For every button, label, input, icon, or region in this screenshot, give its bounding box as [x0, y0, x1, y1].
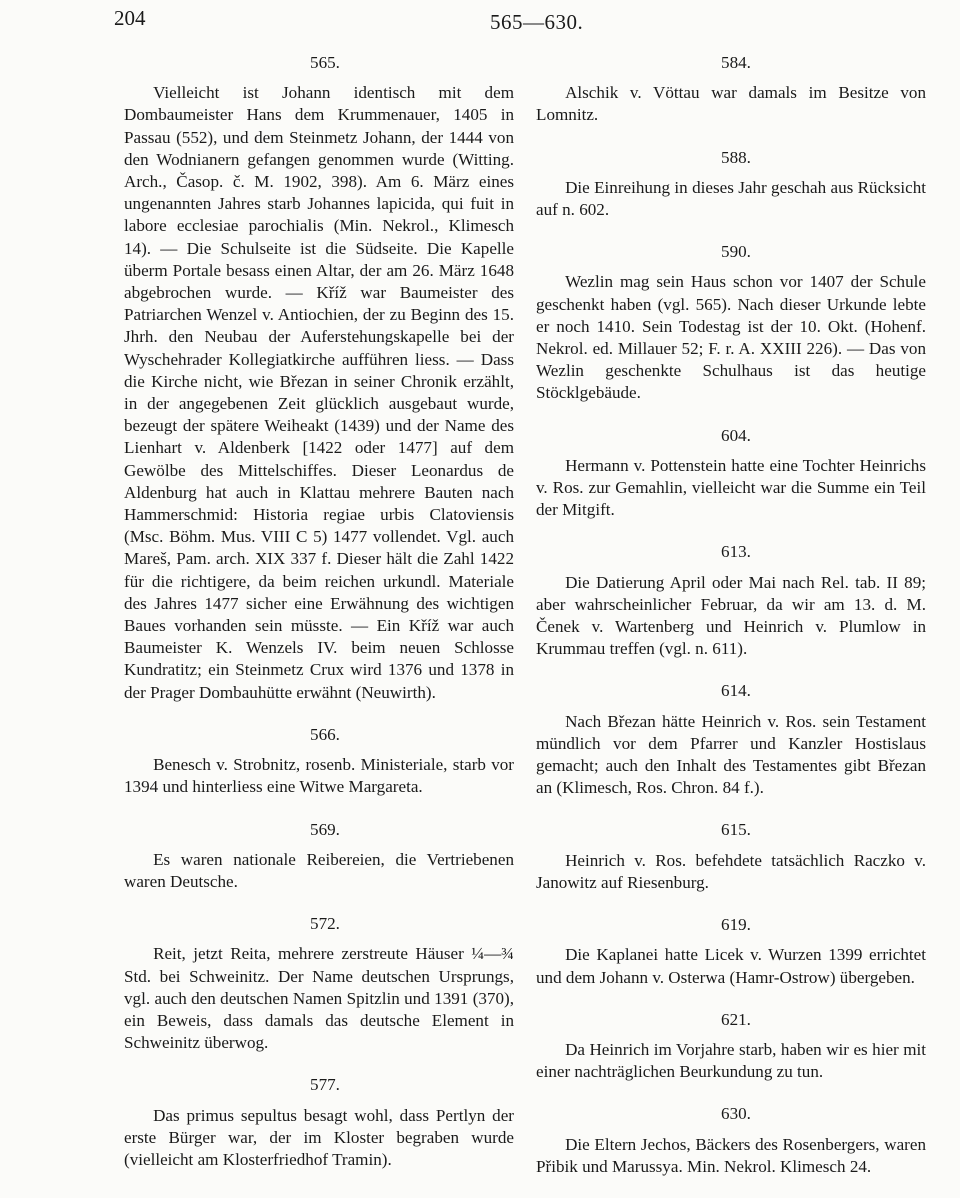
note-entry-569: [124, 819, 514, 894]
note-entry-584: [536, 52, 926, 127]
note-entry-566: [124, 724, 514, 799]
note-number: 615.: [721, 820, 751, 840]
note-number: 569.: [310, 819, 340, 839]
note-number: 619.: [721, 915, 751, 935]
note-number: 584.: [721, 53, 751, 72]
note-number: 590.: [721, 242, 751, 262]
note-number: 588.: [721, 147, 751, 167]
note-text: Heinrich v. Ros. befehdete tatsächlich Raczko v. Janowitz auf Riesenburg.: [536, 850, 926, 892]
note-text: Es waren nationale Reibereien, die Vertriebenen waren Deutsche.: [124, 849, 514, 891]
note-number: 566.: [310, 724, 340, 744]
note-entry-565: [124, 52, 514, 704]
note-text: Da Heinrich im Vorjahre starb, haben wir es hier mit einer nachträglichen Beurkundung zu tun.: [536, 1039, 926, 1082]
page-number: 204: [114, 6, 146, 30]
running-head: 565—630.: [490, 10, 584, 34]
note-entry-615: [536, 819, 926, 894]
note-entry-630: [536, 1103, 926, 1178]
right-column: [536, 52, 926, 1198]
note-number: 577.: [310, 1075, 340, 1095]
note-text: Die Einreihung in dieses Jahr geschah aus Rücksicht auf n. 602.: [536, 177, 926, 220]
note-entry-619: [536, 914, 926, 989]
note-entry-572: [124, 913, 514, 1054]
note-text: Reit, jetzt Reita, mehrere zerstreute Häuser ¼—¾ Std. bei Schweinitz. Der Name deutschen Ursprungs, vgl. auch den deutschen Namen Spitzlin und 1391 (370), ein Beweis, dass damals das deutsche Element in Schweinitz überwog.: [124, 944, 514, 1053]
note-number: 621.: [721, 1009, 751, 1029]
note-entry-604: [536, 425, 926, 522]
left-column: [124, 52, 514, 1191]
note-text: Die Kaplanei hatte Licek v. Wurzen 1399 errichtet und dem Johann v. Osterwa (Hamr-Ostrow) übergeben.: [536, 945, 926, 987]
note-number: 613.: [721, 542, 751, 562]
note-text: Das primus sepultus besagt wohl, dass Pertlyn der erste Bürger war, der im Kloster begraben wurde (vielleicht am Klosterfriedhof Tramin).: [124, 1105, 514, 1169]
note-text: Nach Březan hätte Heinrich v. Ros. sein Testament mündlich vor dem Pfarrer und Kanzler Hostislaus gemacht; auch den Inhalt des Testamentes gibt Březan an (Klimesch, Ros. Chron. 84 f.).: [536, 711, 926, 798]
note-entry-621: [536, 1009, 926, 1084]
note-text: Wezlin mag sein Haus schon vor 1407 der Schule geschenkt haben (vgl. 565). Nach dieser Urkunde lebte er noch 1410. Sein Todestag ist der 10. Okt. (Hohenf. Nekrol. ed. Millauer 52; F. r. A. XXIII 226). — Das von Wezlin geschenkte Schulhaus ist das heutige Stöcklgebäude.: [536, 272, 926, 403]
note-text: Die Eltern Jechos, Bäckers des Rosenbergers, waren Přibik und Marussya. Min. Nekrol. Klimesch 24.: [536, 1134, 926, 1176]
note-entry-588: [536, 147, 926, 222]
note-number: 604.: [721, 425, 751, 445]
note-number: 565.: [310, 53, 340, 72]
note-text: Vielleicht ist Johann identisch mit dem Dombaumeister Hans dem Krummenauer, 1405 in Passau (552), und dem Steinmetz Johann, der 1444 von den Wodnianern gefangen genommen wurde (Witting. Arch., Časop. č. M. 1902, 398). Am 6. März eines ungenannten Jahres starb Johannes lapicida, qui fuit in labore ecclesiae parochialis (Min. Nekrol., Klimesch 14). — Die Schulseite ist die Südseite. Die Kapelle überm Portale besass einen Altar, der am 26. März 1648 abgebrochen wurde. — Kříž war Baumeister des Patriarchen Wenzel v. Antiochien, der zu Beginn des 15. Jhrh. den Neubau der Auferstehungskapelle bei der Wyschehrader Kollegiatkirche aufführen liess. — Dass die Kirche nicht, wie Březan in seiner Chronik erzählt, in der angegebenen Zeit glücklich ausgebaut wurde, bezeugt der spätere Weiheakt (1439) und der Name des Lienhart v. Aldenberk [1422 oder 1477] auf dem Gewölbe des Mittelschiffes. Dieser Leonardus de Aldenburg hat auch in Klattau mehrere Bauten nach Hammerschmid: Historia regiae urbis Clatoviensis (Msc. Böhm. Mus. VIII C 5) 1477 vollendet. Vgl. auch Mareš, Pam. arch. XIX 337 f. Dieser hält die Zahl 1422 für die richtigere, da beim reichen urkundl. Materiale des Jahres 1477 sicher eine Erwähnung des wichtigen Baues vorhanden sein müsste. — Ein Kříž war auch Baumeister K. Wenzels IV. beim neuen Schlosse Kundratitz; ein Steinmetz Crux wird 1376 und 1378 in der Prager Dombauhütte erwähnt (Neuwirth).: [124, 83, 514, 702]
note-number: 614.: [721, 681, 751, 701]
note-text: Benesch v. Strobnitz, rosenb. Ministeriale, starb vor 1394 und hinterliess eine Witwe Margareta.: [124, 755, 514, 797]
note-text: Hermann v. Pottenstein hatte eine Tochter Heinrichs v. Ros. zur Gemahlin, vielleicht war die Summe ein Teil der Mitgift.: [536, 455, 926, 520]
note-entry-577: [124, 1074, 514, 1171]
note-number: 630.: [721, 1104, 751, 1124]
note-entry-590: [536, 241, 926, 404]
note-text: Die Datierung April oder Mai nach Rel. tab. II 89; aber wahrscheinlicher Februar, da wir am 13. d. M. Čenek v. Wartenberg und Heinrich v. Plumlow in Krummau treffen (vgl. n. 611).: [536, 572, 926, 659]
note-number: 572.: [310, 914, 340, 934]
note-entry-614: [536, 680, 926, 799]
note-entry-613: [536, 541, 926, 660]
note-text: Alschik v. Vöttau war damals im Besitze von Lomnitz.: [536, 83, 926, 125]
